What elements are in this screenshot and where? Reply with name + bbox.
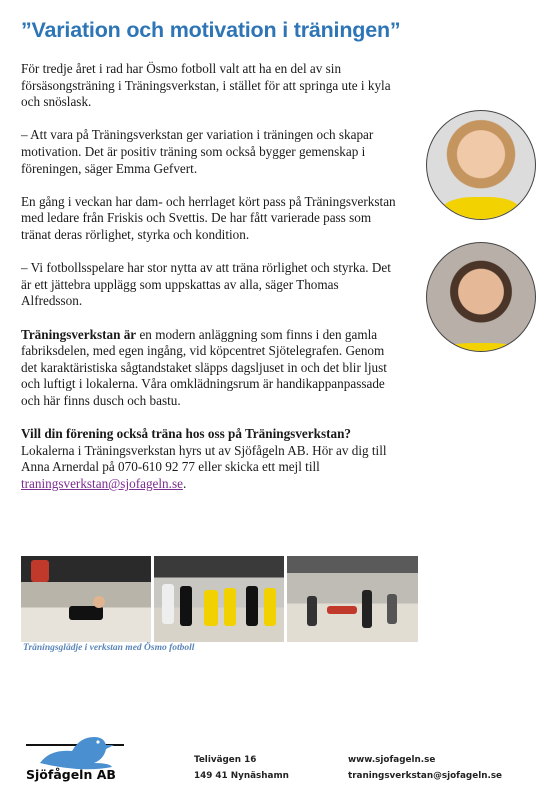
facility-lead: Träningsverkstan är	[21, 326, 137, 342]
paragraph-quote-emma: – Att vara på Träningsverkstan ger variation i träningen och skapar motivation. Det är positiv träning som också bygger gemenskap i föreningen, säger Emma Gefvert.	[21, 127, 374, 176]
company-logo-text: Sjöfågeln AB	[26, 767, 116, 782]
portrait-thomas	[426, 242, 536, 352]
photo-caption: Träningsglädje i verkstan med Ösmo fotboll	[23, 643, 195, 653]
training-photo-1	[21, 556, 151, 642]
contact-lead: Vill din förening också träna hos oss på Träningsverkstan?	[21, 426, 351, 442]
paragraph-weekly: En gång i veckan har dam- och herrlaget kört pass på Träningsverkstan med ledare från Friskis och Svettis. De har fått varierade pass som tränat deras rörlighet, styrka och kondition.	[21, 193, 396, 242]
paragraph-contact	[21, 426, 401, 492]
article-body	[21, 61, 401, 509]
portrait-emma	[426, 110, 536, 220]
paragraph-intro: För tredje året i rad har Ösmo fotboll valt att ha en del av sin försäsongsträning i Träningsverkstan, i stället för att springa ute i kyla och snöslask.	[21, 61, 391, 110]
contact-text: Lokalerna i Träningsverkstan hyrs ut av Sjöfågeln AB. Hör av dig till Anna Arnerdal på 070-610 92 77 eller skicka ett mejl till	[21, 442, 387, 475]
training-photo-3	[287, 556, 418, 642]
email-link[interactable]: traningsverkstan@sjofageln.se	[21, 475, 183, 491]
yellow-shirt	[442, 343, 520, 352]
website-link[interactable]: www.sjofageln.se	[348, 755, 436, 765]
facility-text: en modern anläggning som finns i den gamla fabriksdelen, med egen ingång, vid köpcentret Sjötelegrafen. Genom det karaktäristiska sågtandstaket släpps dagsljuset in och det blir ljust och luftigt i lokalerna. Våra omklädningsrum är handikappanpassade och här finns dusch och bastu.	[21, 326, 387, 408]
address-block	[194, 752, 289, 784]
street-address: Telivägen 16	[194, 755, 257, 765]
contact-end: .	[182, 475, 187, 491]
article-title: ”Variation och motivation i träningen”	[21, 18, 401, 42]
yellow-shirt	[442, 197, 520, 220]
footer-email-link[interactable]: traningsverkstan@sjofageln.se	[348, 771, 503, 781]
footer	[0, 715, 555, 792]
postal-address: 149 41 Nynäshamn	[194, 771, 289, 781]
paragraph-facility	[21, 327, 401, 410]
contact-block	[348, 752, 502, 784]
paragraph-quote-thomas: – Vi fotbollsspelare har stor nytta av att träna rörlighet och styrka. Det är ett jättebra upplägg som uppskattas av alla, säger Thomas Alfredsson.	[21, 260, 391, 309]
training-photo-2	[154, 556, 284, 642]
